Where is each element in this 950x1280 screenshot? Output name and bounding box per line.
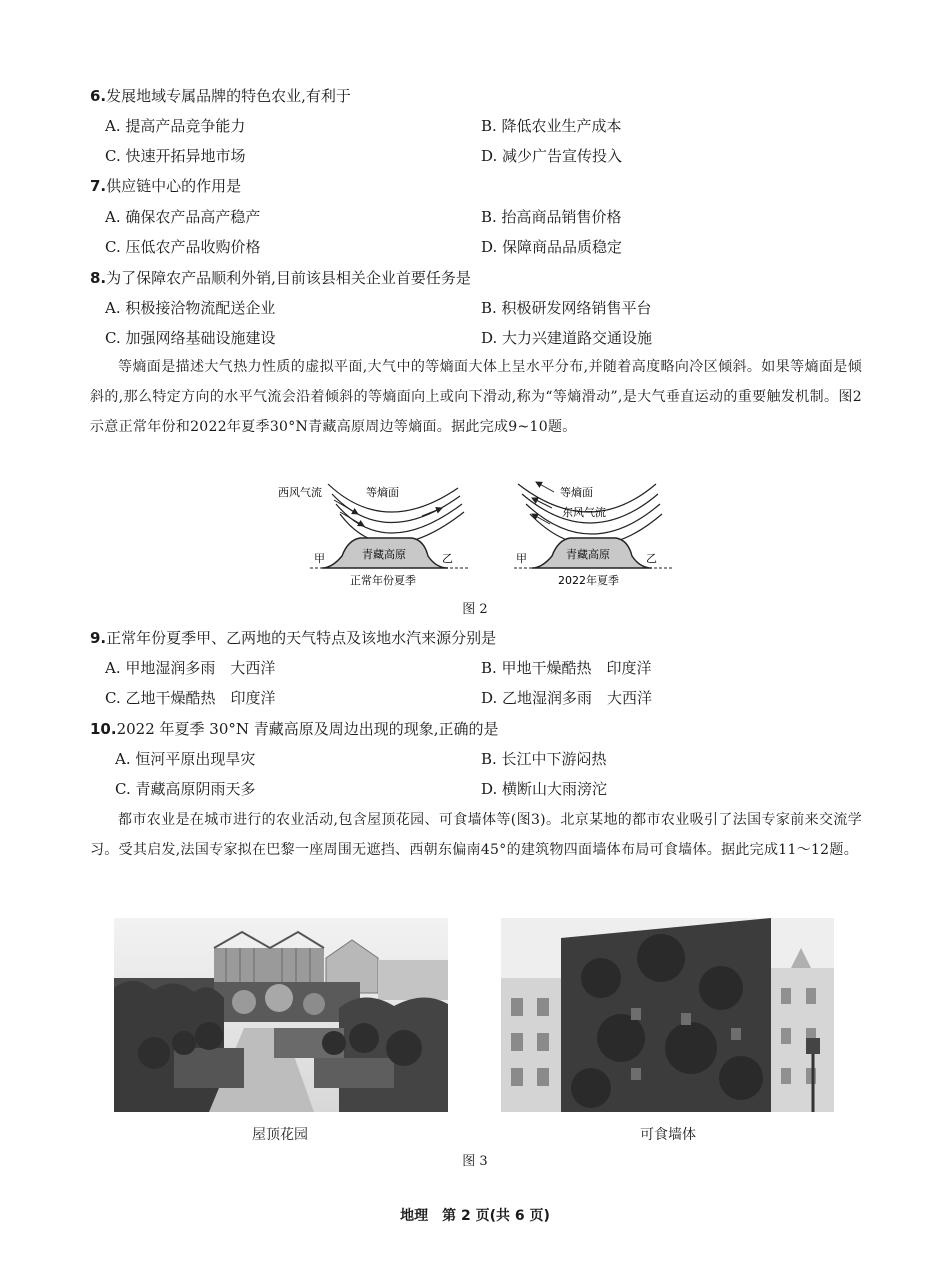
option-d: D. 保障商品品质稳定 (481, 238, 623, 256)
option-a: A. 确保农产品高产稳产 (105, 208, 261, 226)
arrow (334, 500, 358, 514)
question-6-stem (90, 86, 351, 106)
plateau-label: 青藏高原 (566, 548, 610, 561)
rooftop-garden-photo (114, 918, 448, 1112)
question-number: 7. (90, 177, 107, 195)
arrow (422, 508, 442, 516)
east-site-label: 乙 (442, 552, 453, 565)
question-10-stem (90, 719, 499, 739)
option-a: A. 积极接洽物流配送企业 (105, 299, 276, 317)
option-c: C. 乙地干燥酷热 印度洋 (105, 689, 276, 707)
question-number: 9. (90, 629, 107, 647)
passage-urban-agriculture: 都市农业是在城市进行的农业活动,包含屋顶花园、可食墙体等(图3)。北京某地的都市农业吸引了法国专家前来交流学习。受其启发,法国专家拟在巴黎一座周围无遮挡、西朝东偏南45°的建筑物四面墙体布局可食墙体。据此完成11～12题。 (90, 812, 862, 858)
option-a: A. 恒河平原出现旱灾 (115, 750, 256, 768)
option-a: A. 甲地湿润多雨 大西洋 (105, 659, 276, 677)
panel-normal-year (278, 484, 470, 587)
panel-2022-summer (514, 482, 672, 587)
question-number: 8. (90, 269, 107, 287)
option-c: C. 压低农产品收购价格 (105, 238, 261, 256)
question-text: 为了保障农产品顺利外销,目前该县相关企业首要任务是 (106, 269, 471, 287)
option-d: D. 乙地湿润多雨 大西洋 (481, 689, 653, 707)
question-number: 10. (90, 720, 117, 738)
photo-caption-edible-wall: 可食墙体 (640, 1127, 696, 1143)
option-c: C. 加强网络基础设施建设 (105, 329, 276, 347)
arrow (536, 482, 554, 492)
east-site-label: 乙 (646, 552, 657, 565)
option-b: B. 降低农业生产成本 (481, 117, 622, 135)
passage-isentropic: 等熵面是描述大气热力性质的虚拟平面,大气中的等熵面大体上呈水平分布,并随着高度略向冷区倾斜。如果等熵面是倾斜的,那么特定方向的水平气流会沿着倾斜的等熵面向上或向下滑动,称为“等熵滑动”,是大气垂直运动的重要触发机制。图2示意正常年份和2022年夏季30°N青藏高原周边等熵面。据此完成9~10题。 (90, 359, 862, 435)
plateau-label: 青藏高原 (362, 548, 406, 561)
question-9-stem (90, 628, 496, 648)
wind-label: 东风气流 (562, 506, 606, 519)
photo-caption-rooftop: 屋顶花园 (252, 1127, 308, 1143)
question-number: 6. (90, 87, 107, 105)
option-d: D. 大力兴建道路交通设施 (481, 329, 653, 347)
question-text: 正常年份夏季甲、乙两地的天气特点及该地水汽来源分别是 (106, 629, 497, 647)
figure-2-diagram (270, 478, 680, 593)
isentropic-line (336, 504, 462, 533)
panel-label: 正常年份夏季 (350, 574, 416, 587)
option-b: B. 抬高商品销售价格 (481, 208, 622, 226)
option-d: D. 减少广告宣传投入 (481, 147, 623, 165)
option-b: B. 甲地干燥酷热 印度洋 (481, 659, 652, 677)
question-text: 供应链中心的作用是 (106, 177, 242, 195)
question-8-stem (90, 268, 471, 288)
edible-wall-photo (501, 918, 834, 1112)
wind-label: 西风气流 (278, 486, 322, 499)
option-a: A. 提高产品竞争能力 (105, 117, 246, 135)
surface-label: 等熵面 (560, 486, 593, 499)
figure-3-caption: 图 3 (462, 1154, 488, 1169)
page-footer: 地理 第 2 页(共 6 页) (400, 1208, 550, 1224)
question-text: 2022 年夏季 30°N 青藏高原及周边出现的现象,正确的是 (116, 720, 499, 738)
option-c: C. 青藏高原阴雨天多 (115, 780, 256, 798)
west-site-label: 甲 (516, 552, 527, 565)
option-c: C. 快速开拓异地市场 (105, 147, 246, 165)
west-site-label: 甲 (314, 552, 325, 565)
question-7-stem (90, 176, 241, 196)
question-text: 发展地域专属品牌的特色农业,有利于 (106, 87, 351, 105)
panel-label: 2022年夏季 (558, 574, 619, 587)
option-b: B. 积极研发网络销售平台 (481, 299, 652, 317)
figure-2-caption: 图 2 (462, 602, 488, 617)
option-d: D. 横断山大雨滂沱 (481, 780, 608, 798)
surface-label: 等熵面 (366, 486, 399, 499)
option-b: B. 长江中下游闷热 (481, 750, 607, 768)
